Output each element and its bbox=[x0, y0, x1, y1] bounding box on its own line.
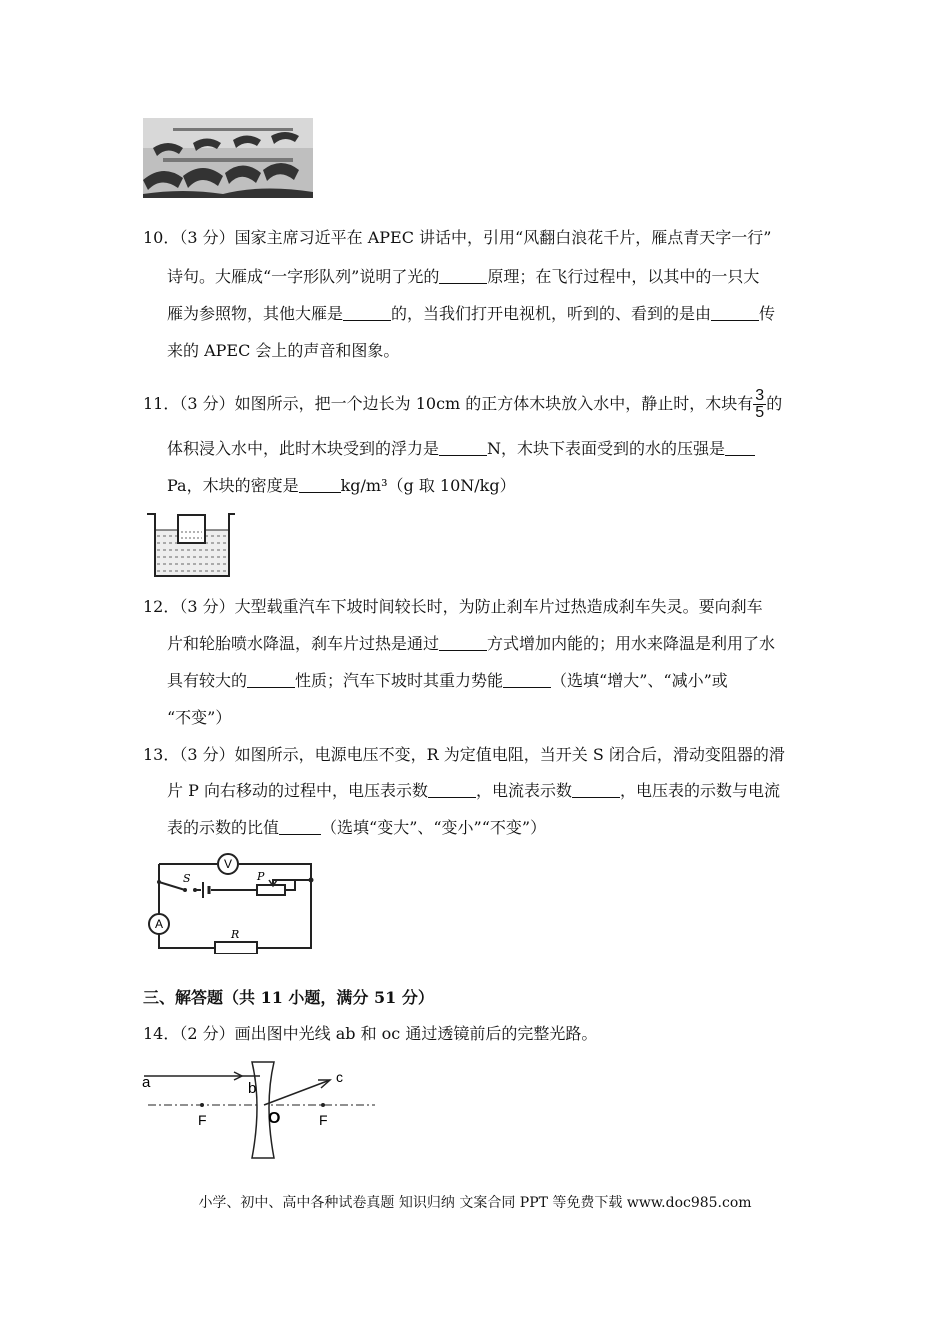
q13-line3: 表的示数的比值 （选填“变大”、“变小”“不变”） bbox=[167, 818, 547, 837]
q12-line1: 12．（3 分）大型载重汽车下坡时间较长时，为防止刹车片过热造成刹车失灵。要向刹车 bbox=[143, 597, 763, 616]
page-footer: 小学、初中、高中各种试卷真题 知识归纳 文案合同 PPT 等免费下载 www.doc985.com bbox=[198, 1195, 752, 1211]
label-f-left: F bbox=[198, 1112, 207, 1128]
q10-line3: 雁为参照物，其他大雁是 的，当我们打开电视机，听到的、看到的是由 传 bbox=[167, 304, 776, 323]
q10-line1: 10．（3 分）国家主席习近平在 APEC 讲话中，引用“风翻白浪花千片，雁点青天字一行” bbox=[143, 228, 772, 247]
q13-line2: 片 P 向右移动的过程中，电压表示数 ，电流表示数 ，电压表的示数与电流 bbox=[167, 781, 780, 800]
answer-blank[interactable] bbox=[299, 476, 341, 493]
beaker-figure bbox=[145, 510, 237, 580]
q10-line2: 诗句。大雁成“一字形队列”说明了光的 原理；在飞行过程中，以其中的一只大 bbox=[167, 267, 760, 286]
label-c: c bbox=[336, 1069, 343, 1085]
lens-figure bbox=[140, 1060, 380, 1160]
answer-blank[interactable] bbox=[439, 267, 487, 284]
q10-line4: 来的 APEC 会上的声音和图象。 bbox=[167, 341, 400, 360]
q13-line1: 13．（3 分）如图所示，电源电压不变，R 为定值电阻，当开关 S 闭合后，滑动变阻器的滑 bbox=[143, 745, 785, 764]
answer-blank[interactable] bbox=[711, 304, 759, 321]
switch-label: S bbox=[183, 872, 191, 885]
resistor-label: R bbox=[231, 928, 240, 941]
q14-line1: 14．（2 分）画出图中光线 ab 和 oc 通过透镜前后的完整光路。 bbox=[143, 1024, 598, 1043]
section-title: 三、解答题（共 11 小题，满分 51 分） bbox=[143, 988, 434, 1007]
fraction-3-5: $\frac{3}{5}$ bbox=[755, 387, 765, 421]
q12-line3: 具有较大的 性质；汽车下坡时其重力势能 （选填“增大”、“减小”或 bbox=[167, 671, 728, 690]
answer-blank[interactable] bbox=[725, 439, 755, 456]
label-f-right: F bbox=[319, 1112, 328, 1128]
answer-blank[interactable] bbox=[247, 671, 295, 688]
answer-blank[interactable] bbox=[428, 781, 476, 798]
label-o: O bbox=[268, 1110, 281, 1127]
q11-line1: 11．（3 分）如图所示，把一个边长为 10cm 的正方体木块放入水中，静止时，木块有 $\frac{3}{5}$ 的 bbox=[143, 387, 783, 421]
q11-line2: 体积浸入水中，此时木块受到的浮力是 N，木块下表面受到的水的压强是 bbox=[167, 439, 755, 459]
answer-blank[interactable] bbox=[439, 439, 487, 456]
q12-line2: 片和轮胎喷水降温，刹车片过热是通过 方式增加内能的；用水来降温是利用了水 bbox=[167, 634, 776, 653]
answer-blank[interactable] bbox=[279, 818, 321, 835]
label-a: a bbox=[142, 1074, 151, 1091]
answer-blank[interactable] bbox=[439, 634, 487, 651]
answer-blank[interactable] bbox=[343, 304, 391, 321]
q11-line3: Pa，木块的密度是 kg/m³（g 取 10N/kg） bbox=[167, 476, 516, 495]
circuit-figure bbox=[145, 848, 320, 954]
ammeter-label: A bbox=[154, 917, 164, 931]
answer-blank[interactable] bbox=[503, 671, 551, 688]
geese-photo bbox=[143, 118, 313, 198]
slider-label: P bbox=[257, 870, 265, 883]
answer-blank[interactable] bbox=[572, 781, 620, 798]
q12-line4: “不变”） bbox=[167, 708, 232, 727]
voltmeter-label: V bbox=[223, 857, 233, 871]
label-b: b bbox=[248, 1080, 257, 1097]
